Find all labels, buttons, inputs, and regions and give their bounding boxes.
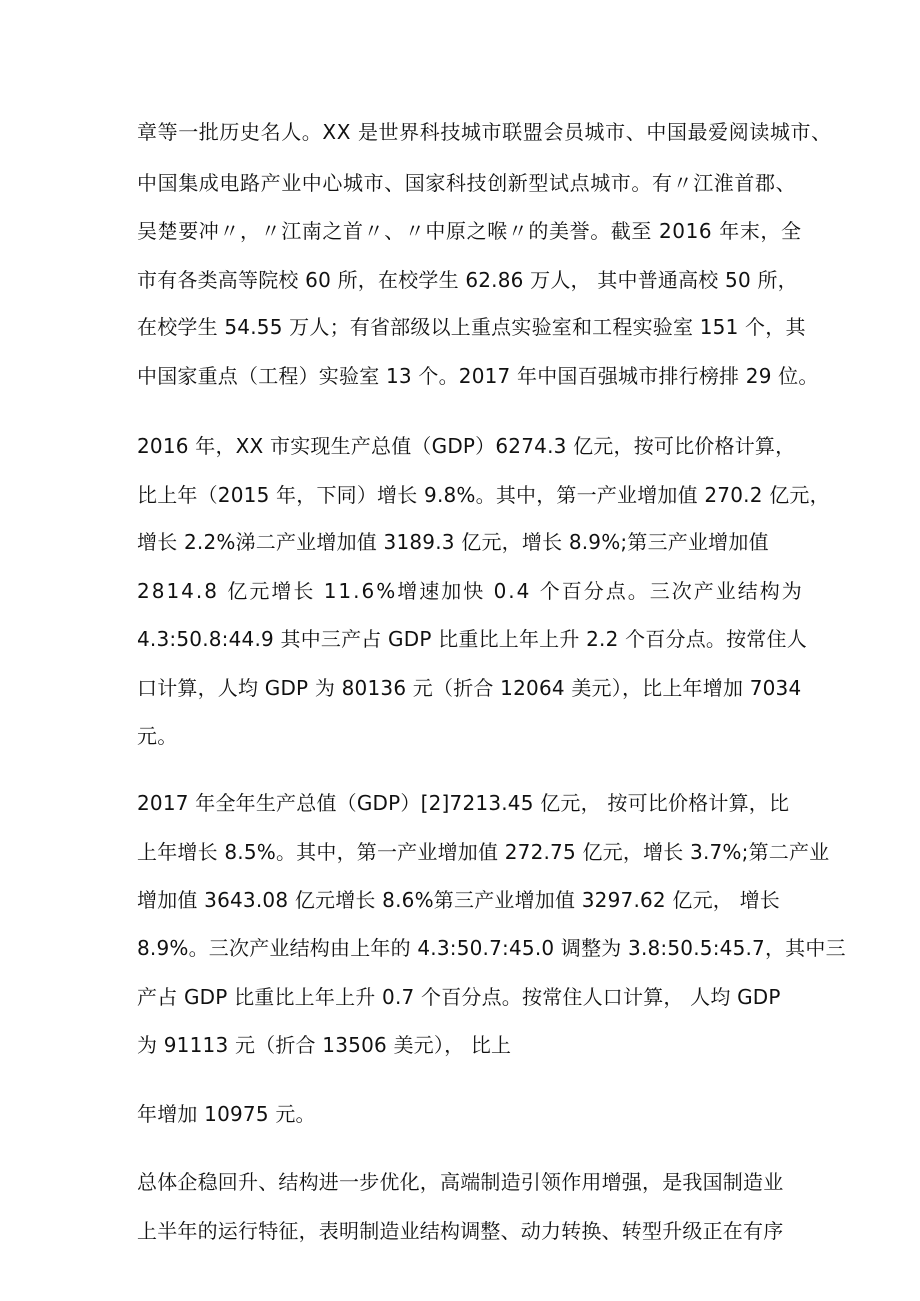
text-line: 4.3:50.8:44.9 其中三产占 GDP 比重比上年上升 2.2 个百分点。按常住人 bbox=[137, 627, 807, 651]
text-line: 上年增长 8.5%。其中，第一产业增加值 272.75 亿元，增长 3.7%;第二产业 bbox=[137, 840, 830, 864]
text-line: 2017 年全年生产总值（GDP）[2]7213.45 亿元， 按可比价格计算，比 bbox=[137, 791, 790, 815]
text-line: 中国家重点（工程）实验室 13 个。2017 年中国百强城市排行榜排 29 位。 bbox=[137, 364, 819, 388]
text-line: 年增加 10975 元。 bbox=[137, 1102, 316, 1126]
text-line: 增加值 3643.08 亿元增长 8.6%第三产业增加值 3297.62 亿元， 增长 bbox=[137, 888, 780, 912]
text-line: 章等一批历史名人。XX 是世界科技城市联盟会员城市、中国最爱阅读城市、 bbox=[137, 120, 832, 144]
text-line: 中国集成电路产业中心城市、国家科技创新型试点城市。有〃江淮首郡、 bbox=[137, 171, 797, 195]
text-line: 在校学生 54.55 万人；有省部级以上重点实验室和工程实验室 151 个，其 bbox=[137, 315, 806, 339]
text-line: 口计算，人均 GDP 为 80136 元（折合 12064 美元），比上年增加 7034 bbox=[137, 676, 802, 700]
text-line: 为 91113 元（折合 13506 美元）， 比上 bbox=[137, 1033, 512, 1057]
text-line: 上半年的运行特征，表明制造业结构调整、动力转换、转型升级正在有序 bbox=[137, 1219, 784, 1243]
text-line: 元。 bbox=[137, 724, 178, 748]
text-line: 产占 GDP 比重比上年上升 0.7 个百分点。按常住人口计算， 人均 GDP bbox=[137, 985, 781, 1009]
text-line: 8.9%。三次产业结构由上年的 4.3:50.7:45.0 调整为 3.8:50.5:45.7，其中三 bbox=[137, 936, 846, 960]
text-line: 吴楚要冲〃，〃江南之首〃、〃中原之喉〃的美誉。截至 2016 年末，全 bbox=[137, 219, 802, 243]
text-line: 增长 2.2%涕二产业增加值 3189.3 亿元，增长 8.9%;第三产业增加值 bbox=[137, 530, 769, 554]
text-line: 2016 年，XX 市实现生产总值（GDP）6274.3 亿元，按可比价格计算， bbox=[137, 434, 796, 458]
text-line: 2814.8 亿元增长 11.6%增速加快 0.4 个百分点。三次产业结构为 bbox=[137, 579, 804, 603]
text-line: 市有各类高等院校 60 所，在校学生 62.86 万人， 其中普通高校 50 所， bbox=[137, 268, 798, 292]
text-line: 比上年（2015 年，下同）增长 9.8%。其中，第一产业增加值 270.2 亿元， bbox=[137, 483, 830, 507]
text-line: 总体企稳回升、结构进一步优化，高端制造引领作用增强，是我国制造业 bbox=[137, 1170, 784, 1194]
